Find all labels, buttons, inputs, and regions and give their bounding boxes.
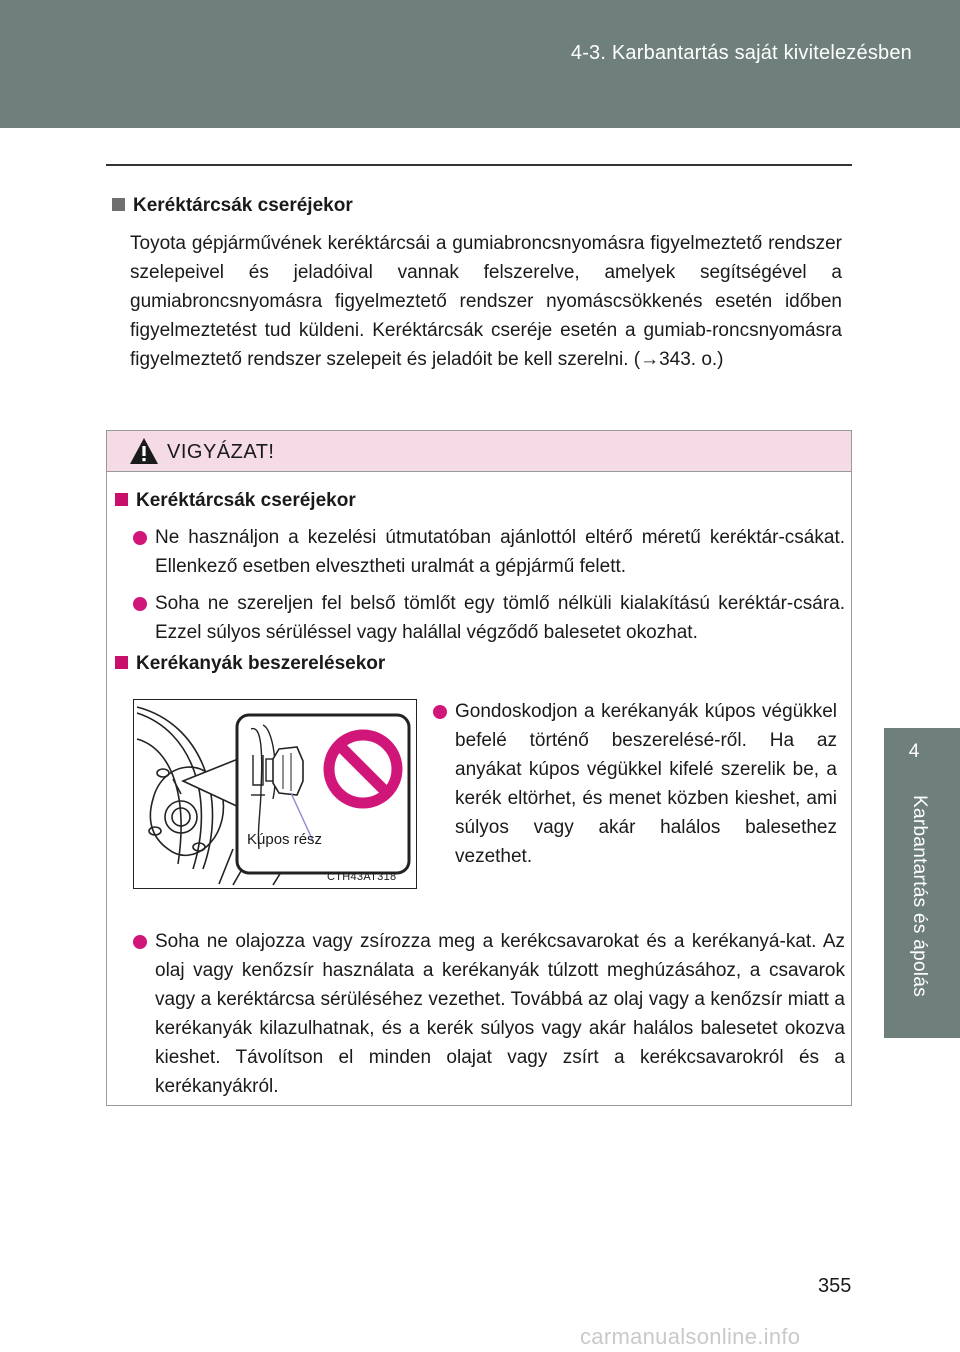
page-number: 355 bbox=[818, 1275, 852, 1297]
caution-heading-2-text: Kerékanyák beszerelésekor bbox=[136, 653, 386, 674]
square-bullet-icon bbox=[115, 493, 128, 506]
caution-bullet-3: Gondoskodjon a kerékanyák kúpos végükkel befelé történő beszerelésé-ről. Ha az anyákat kúpos végükkel kifelé szerelik be, a kerék eltörhet, és menet közben kieshet, ami súlyos vagy akár halálos balesethez vezethet. bbox=[455, 701, 837, 867]
intro-heading-text: Keréktárcsák cseréjekor bbox=[133, 195, 353, 216]
bullet-dot-icon bbox=[133, 935, 147, 949]
square-bullet-icon bbox=[115, 656, 128, 669]
intro-heading bbox=[112, 195, 353, 217]
caution-heading-1-text: Keréktárcsák cseréjekor bbox=[136, 490, 356, 511]
caution-heading-1 bbox=[115, 490, 356, 512]
chapter-label: Karbantartás és ápolás bbox=[909, 795, 930, 997]
bullet-dot-icon bbox=[133, 597, 147, 611]
section-title: 4-3. Karbantartás saját kivitelezésben bbox=[570, 42, 912, 64]
square-bullet-icon bbox=[112, 198, 125, 211]
caution-header bbox=[107, 431, 851, 472]
caution-bullet-1: Ne használjon a kezelési útmutatóban ajánlottól eltérő méretű keréktár-csákat. Ellenkező esetben elvesztheti uralmát a gépjármű felett. bbox=[155, 527, 845, 577]
caution-bullet-2: Soha ne szereljen fel belső tömlőt egy tömlő nélküli kialakítású keréktár-csára. Ezzel súlyos sérüléssel vagy halállal végződő balesetet okozhat. bbox=[155, 593, 845, 643]
figure-label: Kúpos rész bbox=[247, 831, 323, 848]
wheel-nut-figure bbox=[133, 699, 417, 889]
caution-heading-2 bbox=[115, 653, 385, 675]
warning-triangle-icon bbox=[129, 437, 159, 465]
chapter-number: 4 bbox=[908, 741, 920, 762]
caution-bullet-4: Soha ne olajozza vagy zsírozza meg a kerékcsavarokat és a kerékanyá-kat. Az olaj vagy kenőzsír használata a kerékanyák túlzott meghúzásához, a csavarok vagy a keréktárcsa sérüléséhez vezethet. Továbbá az olaj vagy a kenőzsír miatt a kerékanyák kilazulhatnak, és a kerék súlyos vagy akár halálos balesetet okozva kieshet. Távolítson el minden olajat vagy zsírt a kerékcsavarokról és a kerékanyákról. bbox=[155, 931, 845, 1097]
intro-paragraph: Toyota gépjárművének keréktárcsái a gumiabroncsnyomásra figyelmeztető rendszer szelepeivel és jeladóival vannak felszerelve, amelyek segítségével a gumiabroncsnyomásra figyelmeztető rendszer nyomáscsökkenés esetén időben figyelmeztetést tud küldeni. Keréktárcsák cseréje esetén a gumiab-roncsnyomásra figyelmeztető rendszer szelepeit és jeladóit be kell szerelni. (→343. o.) bbox=[130, 233, 842, 370]
bullet-dot-icon bbox=[133, 531, 147, 545]
caution-box bbox=[106, 430, 852, 1106]
watermark[interactable]: carmanualsonline.info bbox=[580, 1324, 801, 1349]
bullet-dot-icon bbox=[433, 705, 447, 719]
figure-code: CTH43AT318 bbox=[327, 871, 397, 883]
caution-title: VIGYÁZAT! bbox=[167, 441, 275, 463]
top-rule bbox=[106, 164, 852, 166]
